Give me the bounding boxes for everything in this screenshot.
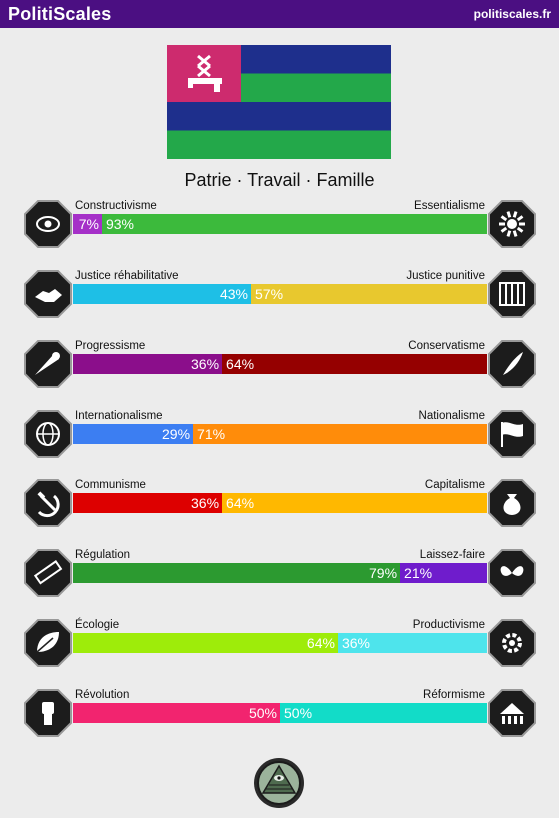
axis-left-label: Révolution: [75, 689, 130, 701]
top-bar: [0, 0, 559, 28]
app-title[interactable]: PolitiScales: [8, 3, 112, 24]
flag-canton: [167, 45, 241, 102]
axis-left-segment: 43%: [73, 284, 251, 304]
prison-bars-icon: [487, 269, 537, 319]
sunflower-icon: [487, 199, 537, 249]
raised-fist-icon: [23, 688, 73, 738]
axis-bar: [73, 633, 487, 653]
butterflies-icon: [487, 548, 537, 598]
axis-bar: [73, 354, 487, 374]
axis-bar: [73, 703, 487, 723]
slogan: Patrie · Travail · Famille: [184, 170, 375, 190]
axis-right-segment: 50%: [280, 703, 487, 723]
comet-icon: [23, 339, 73, 389]
axis-left-segment: 64%: [73, 633, 338, 653]
parliament-icon: [487, 688, 537, 738]
axis-row-constructivism: [23, 199, 537, 251]
axis-right-segment: 64%: [222, 354, 487, 374]
axis-left-label: Internationalisme: [75, 409, 163, 422]
axis-left-label: Régulation: [75, 549, 130, 562]
axis-left-segment: 7%: [73, 214, 102, 234]
axis-left-label: Communisme: [75, 479, 146, 492]
axis-bar: [73, 493, 487, 513]
axis-right-label: Productivisme: [412, 619, 485, 632]
axis-left-label: Écologie: [75, 619, 120, 632]
ruler-icon: [23, 548, 73, 598]
axis-bar: [73, 563, 487, 583]
axis-right-segment: 71%: [193, 424, 487, 444]
axis-right-segment: 64%: [222, 493, 487, 513]
flag-stripe-3: [167, 102, 391, 131]
axis-left-label: Justice réhabilitative: [75, 269, 179, 282]
flag-stripe-4: [167, 131, 391, 160]
site-link[interactable]: politiscales.fr: [473, 7, 551, 21]
axis-left-segment: 50%: [73, 703, 280, 723]
axis-right-label: Laissez-faire: [419, 549, 485, 562]
axis-bar: [73, 424, 487, 444]
money-bag-icon: [487, 478, 537, 528]
axis-row-ecology: [23, 618, 537, 670]
axis-right-label: Nationalisme: [418, 409, 485, 422]
axis-left-segment: 36%: [73, 493, 222, 513]
globe-icon: [23, 409, 73, 459]
axis-row-internationalism: [23, 409, 537, 461]
axis-bar: [73, 214, 487, 234]
eye-icon: [23, 199, 73, 249]
axis-right-segment: 36%: [338, 633, 487, 653]
axis-left-segment: 36%: [73, 354, 222, 374]
axis-right-label: Conservatisme: [408, 339, 485, 352]
axis-row-justice: [23, 269, 537, 321]
axis-bar: [73, 284, 487, 304]
axis-row-communism: [23, 478, 537, 530]
gear-icon: [487, 618, 537, 668]
quill-icon: [487, 339, 537, 389]
axis-row-revolution: [23, 688, 537, 740]
axis-left-label: Constructivisme: [75, 200, 157, 212]
axis-right-label: Réformisme: [423, 689, 485, 701]
leaf-icon: [23, 618, 73, 668]
eye-of-providence-icon: [253, 757, 305, 809]
waving-flag-icon: [487, 409, 537, 459]
axis-right-label: Justice punitive: [406, 269, 485, 282]
axis-left-label: Progressisme: [75, 339, 146, 352]
axis-row-progressism: [23, 339, 537, 391]
axis-right-segment: 21%: [400, 563, 487, 583]
axis-left-segment: 29%: [73, 424, 193, 444]
result-flag: [167, 45, 391, 159]
handshake-icon: [23, 269, 73, 319]
axis-row-regulation: [23, 548, 537, 600]
axis-right-segment: 93%: [102, 214, 487, 234]
axis-right-label: Capitalisme: [424, 479, 485, 492]
axis-right-label: Essentialisme: [414, 200, 485, 212]
axis-left-segment: 79%: [73, 563, 400, 583]
axis-right-segment: 57%: [251, 284, 487, 304]
hammer-sickle-icon: [23, 478, 73, 528]
